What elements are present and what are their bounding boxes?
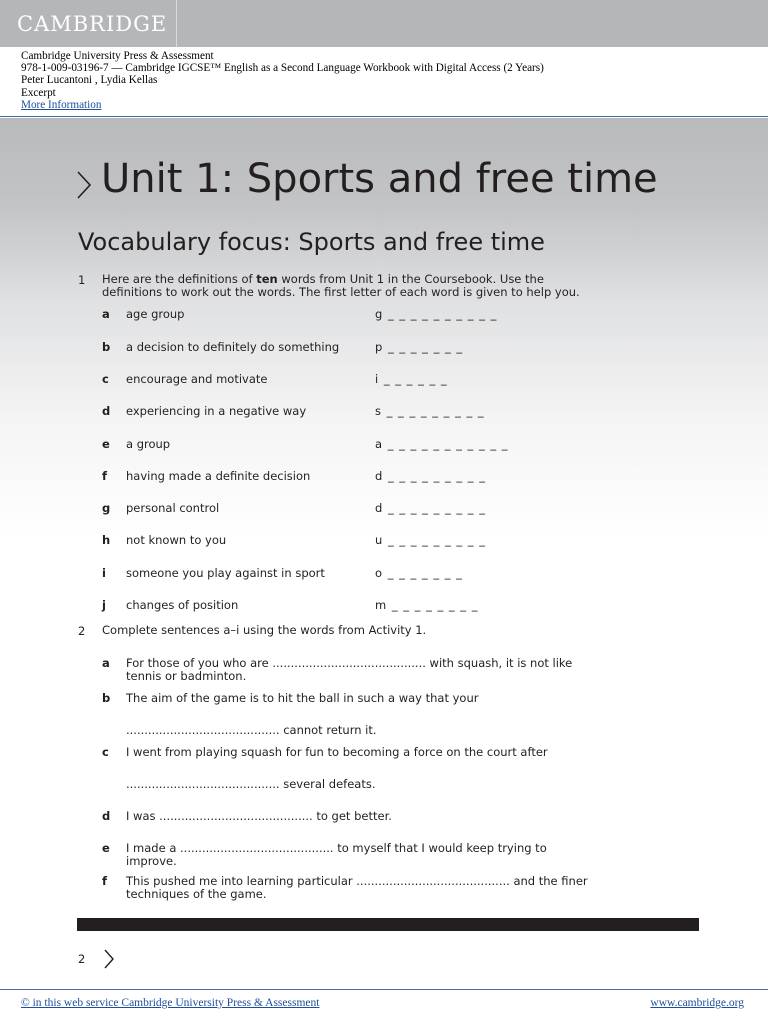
isbn-title: 978-1-009-03196-7 — Cambridge IGCSE™ English as a Second Language Workbook with Digital Access (2 Years) — [21, 62, 544, 75]
answer-blank[interactable]: d _ _ _ _ _ _ _ _ _ — [375, 501, 486, 515]
answer-blank[interactable]: g _ _ _ _ _ _ _ _ _ _ — [375, 307, 498, 321]
item-letter: d — [102, 404, 111, 418]
sentence-text: This pushed me into learning particular .......................................... and the finer techniques of the game. — [126, 874, 588, 901]
activity-2-instruction: Complete sentences a–i using the words from Activity 1. — [102, 623, 427, 637]
answer-blank[interactable]: d _ _ _ _ _ _ _ _ _ — [375, 469, 486, 483]
definition-text: having made a definite decision — [126, 469, 311, 483]
answer-blank[interactable]: o _ _ _ _ _ _ _ — [375, 566, 463, 580]
fill-in-blank[interactable]: .......................................... — [159, 809, 313, 823]
definition-row — [0, 340, 768, 356]
cambridge-website-link[interactable]: www.cambridge.org — [650, 997, 744, 1009]
excerpt-label: Excerpt — [21, 86, 56, 99]
definition-text: encourage and motivate — [126, 372, 268, 386]
definition-row — [0, 533, 768, 549]
chevron-right-icon — [103, 949, 115, 969]
book-metadata — [21, 50, 544, 111]
answer-blank[interactable]: u _ _ _ _ _ _ _ _ _ — [375, 533, 486, 547]
definition-text: someone you play against in sport — [126, 566, 325, 580]
item-letter: g — [102, 501, 111, 515]
sentence-text: The aim of the game is to hit the ball in such a way that your .......................................... cannot return it. — [126, 691, 479, 737]
item-letter: d — [102, 809, 111, 823]
definition-row — [0, 307, 768, 323]
copyright-link[interactable]: © in this web service Cambridge University Press & Assessment — [21, 997, 320, 1009]
answer-blank[interactable]: s _ _ _ _ _ _ _ _ _ — [375, 404, 485, 418]
answer-blank[interactable]: p _ _ _ _ _ _ _ — [375, 340, 464, 354]
item-letter: a — [102, 307, 110, 321]
item-letter: f — [102, 469, 108, 483]
definition-text: a group — [126, 437, 171, 451]
activity-1-instruction: Here are the definitions of ten words from Unit 1 in the Coursebook. Use the definitions to work out the words. The first letter of each word is given to help you. — [102, 272, 580, 299]
fill-in-blank[interactable]: .......................................... — [126, 777, 280, 791]
cambridge-logo[interactable]: CAMBRIDGE — [17, 12, 168, 36]
header-rule — [0, 116, 768, 117]
item-letter: c — [102, 372, 109, 386]
definition-text: changes of position — [126, 598, 239, 612]
item-letter: a — [102, 656, 110, 670]
page-footer-bar — [77, 918, 699, 931]
fill-in-blank[interactable]: .......................................... — [126, 723, 280, 737]
item-letter: e — [102, 841, 110, 855]
fill-in-blank[interactable]: .......................................... — [272, 656, 426, 670]
answer-blank[interactable]: a _ _ _ _ _ _ _ _ _ _ _ — [375, 437, 509, 451]
chevron-right-icon — [76, 171, 92, 199]
item-letter: j — [102, 598, 106, 612]
definition-text: age group — [126, 307, 185, 321]
answer-blank[interactable]: i _ _ _ _ _ _ — [375, 372, 448, 386]
sentence-text: I made a .......................................... to myself that I would keep trying to improve. — [126, 841, 547, 868]
publisher: Cambridge University Press & Assessment — [21, 50, 214, 62]
vocabulary-focus-title: Vocabulary focus: Sports and free time — [78, 228, 545, 256]
definition-row — [0, 469, 768, 485]
footer-rule — [0, 989, 768, 990]
activity-1-number: 1 — [78, 273, 86, 287]
header-bar — [0, 0, 768, 47]
definition-text: experiencing in a negative way — [126, 404, 307, 418]
authors: Peter Lucantoni , Lydia Kellas — [21, 74, 158, 87]
fill-in-blank[interactable]: .......................................... — [356, 874, 510, 888]
item-letter: b — [102, 340, 111, 354]
answer-blank[interactable]: m _ _ _ _ _ _ _ _ — [375, 598, 479, 612]
definition-row — [0, 598, 768, 614]
item-letter: b — [102, 691, 111, 705]
page-number: 2 — [78, 952, 86, 966]
item-letter: e — [102, 437, 110, 451]
definition-row — [0, 566, 768, 582]
unit-title: Unit 1: Sports and free time — [101, 156, 658, 202]
definition-row — [0, 404, 768, 420]
item-letter: h — [102, 533, 111, 547]
sentence-text: I was .......................................... to get better. — [126, 809, 392, 823]
sentence-text: I went from playing squash for fun to becoming a force on the court after .......................................... several defeats. — [126, 745, 548, 791]
definition-text: not known to you — [126, 533, 227, 547]
definition-row — [0, 437, 768, 453]
definition-text: a decision to definitely do something — [126, 340, 340, 354]
fill-in-blank[interactable]: .......................................... — [180, 841, 334, 855]
logo-divider — [176, 0, 177, 47]
definition-text: personal control — [126, 501, 220, 515]
activity-2-number: 2 — [78, 624, 86, 638]
item-letter: i — [102, 566, 106, 580]
definition-row — [0, 372, 768, 388]
more-information-link[interactable]: More Information — [21, 98, 102, 111]
item-letter: c — [102, 745, 109, 759]
item-letter: f — [102, 874, 108, 888]
sentence-text: For those of you who are .......................................... with squash, it is not like tennis or badminton. — [126, 656, 573, 683]
definition-row — [0, 501, 768, 517]
